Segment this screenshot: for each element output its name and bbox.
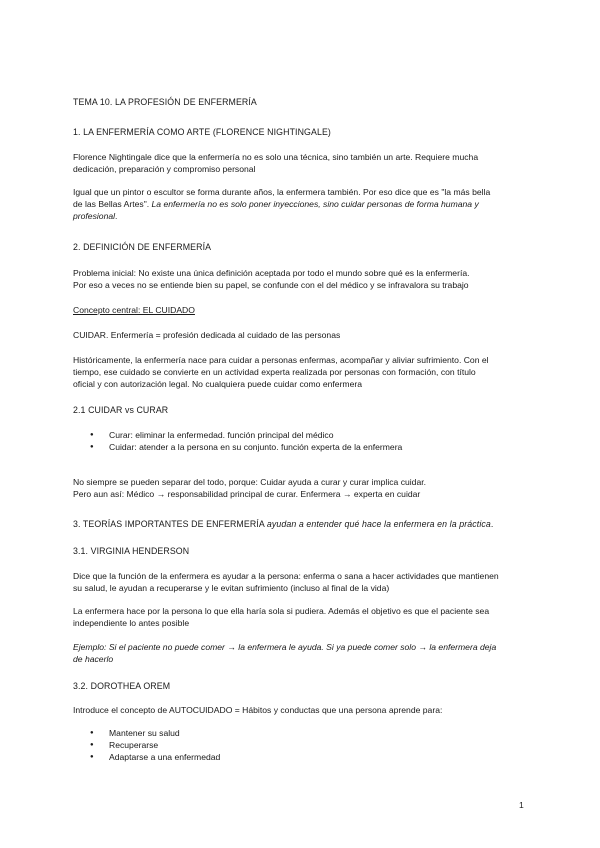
s2-cuidar: CUIDAR. Enfermería = profesión dedicada al cuidado de las personas — [73, 330, 341, 340]
document-title: TEMA 10. LA PROFESIÓN DE ENFERMERÍA — [73, 97, 257, 107]
s1-p2-line2-italic: La enfermería no es solo poner inyecciones, sino cuidar personas de forma humana y — [151, 199, 479, 209]
section-2-heading: 2. DEFINICIÓN DE ENFERMERÍA — [73, 242, 212, 252]
s2-hist-line2: tiempo, ese cuidado se convierte en un actividad experta realizada por personas con formación, con título — [73, 367, 476, 377]
s2-hist-line3: oficial y con autorización legal. No cualquiera puede cuidar como enfermera — [73, 379, 363, 389]
list-item: ● Mantener su salud — [73, 727, 220, 739]
s2-hist-line1: Históricamente, la enfermería nace para cuidar a personas enfermas, acompañar y aliviar sufrimiento. Con el — [73, 355, 489, 365]
s31-example-line2: de hacerlo — [73, 654, 114, 664]
section-3-1-heading: 3.1. VIRGINIA HENDERSON — [73, 546, 190, 556]
s3-heading-end: . — [490, 519, 494, 529]
s1-p2-line2 — [73, 198, 479, 210]
s1-p2-line1: Igual que un pintor o escultor se forma durante años, la enfermera también. Por eso dice que es "la más bella — [73, 187, 491, 197]
s31-p1-line1: Dice que la función de la enfermera es ayudar a la persona: enferma o sana a hacer actividades que mantienen — [73, 571, 499, 581]
s1-p2-line3-end: . — [115, 211, 118, 221]
section-2-1-heading: 2.1 CUIDAR vs CURAR — [73, 405, 169, 415]
s2-concept: Concepto central: EL CUIDADO — [73, 305, 195, 315]
s3-heading-main: 3. TEORÍAS IMPORTANTES DE ENFERMERÍA — [73, 519, 267, 529]
s31-p2-line1: La enfermera hace por la persona lo que ella haría sola si pudiera. Además el objetivo es que el paciente sea — [73, 606, 490, 616]
s3-heading-italic: ayudan a entender qué hace la enfermera en la práctica — [266, 519, 491, 529]
s32-intro: Introduce el concepto de AUTOCUIDADO = Hábitos y conductas que una persona aprende para: — [73, 705, 443, 715]
s1-p1-line1: Florence Nightingale dice que la enfermería no es solo una técnica, sino también un arte. Requiere mucha — [73, 152, 479, 162]
section-3-2-heading: 3.2. DOROTHEA OREM — [73, 681, 171, 691]
s1-p2-line3-italic: profesional — [73, 211, 116, 221]
s21-note-line2: Pero aun así: Médico → responsabilidad principal de curar. Enfermera → experta en cuidar — [73, 489, 421, 499]
s2-problem-line2: Por eso a veces no se entiende bien su papel, se confunde con el del médico y se infravalora su trabajo — [73, 280, 469, 290]
s31-example-line1: Ejemplo: Si el paciente no puede comer → la enfermera le ayuda. Si ya puede comer solo → la enfermera deja — [73, 642, 497, 652]
list-item: ● Recuperarse — [73, 739, 220, 751]
page-number: 1 — [519, 800, 524, 810]
list-item: ● Curar: eliminar la enfermedad. función principal del médico — [73, 429, 402, 441]
list-item: ● Cuidar: atender a la persona en su conjunto. función experta de la enfermera — [73, 441, 402, 453]
s21-bullet-list — [73, 429, 402, 453]
s1-p1-line2: dedicación, preparación y compromiso personal — [73, 164, 256, 174]
section-1-heading: 1. LA ENFERMERÍA COMO ARTE (FLORENCE NIGHTINGALE) — [73, 127, 331, 137]
s31-p2-line2: independiente lo antes posible — [73, 618, 190, 628]
s32-bullet-list — [73, 727, 220, 763]
s21-note-line1: No siempre se pueden separar del todo, porque: Cuidar ayuda a curar y curar implica cuidar. — [73, 477, 427, 487]
list-item: ● Adaptarse a una enfermedad — [73, 751, 220, 763]
section-3-heading — [73, 518, 493, 530]
s1-p2-line2-normal: de las Bellas Artes". — [73, 199, 152, 209]
s31-p1-line2: su salud, le ayudan a recuperarse y le evitan sufrimiento (incluso al final de la vida) — [73, 583, 390, 593]
s2-problem-line1: Problema inicial: No existe una única definición aceptada por todo el mundo sobre qué es la enfermería. — [73, 268, 470, 278]
s1-p2-line3 — [73, 210, 117, 222]
